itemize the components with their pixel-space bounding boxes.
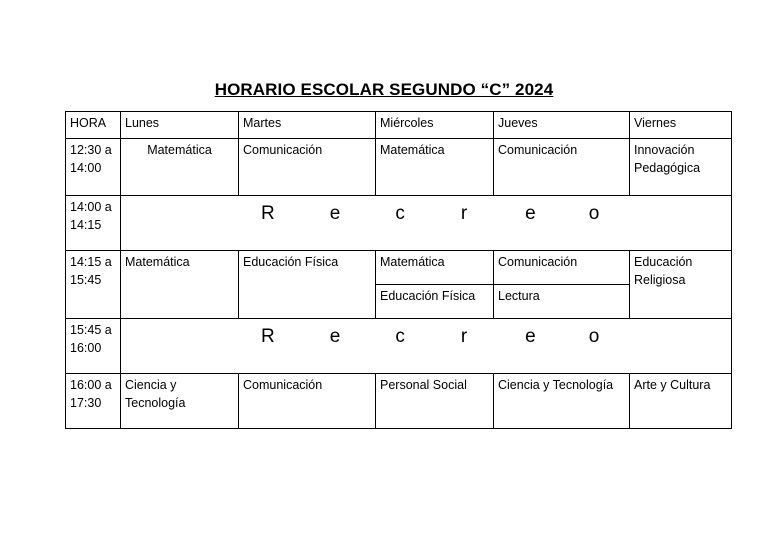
time-start: 15:45 a xyxy=(70,323,112,337)
table-row xyxy=(66,374,732,429)
break-letter: r xyxy=(460,326,468,347)
time-end: 15:45 xyxy=(70,273,102,287)
cell-viernes xyxy=(630,139,732,196)
time-start: 12:30 a xyxy=(70,143,112,157)
cell-line: Ciencia y xyxy=(125,378,177,392)
time-cell xyxy=(66,251,121,319)
table-row xyxy=(66,251,732,285)
cell-line: Innovación xyxy=(634,143,695,157)
time-start: 14:00 a xyxy=(70,200,112,214)
cell-martes: Educación Física xyxy=(239,251,376,319)
break-letter: R xyxy=(261,326,275,347)
time-cell xyxy=(66,319,121,374)
header-viernes: Viernes xyxy=(630,112,732,139)
table-row xyxy=(66,196,732,251)
header-lunes: Lunes xyxy=(121,112,239,139)
time-cell xyxy=(66,374,121,429)
time-cell xyxy=(66,196,121,251)
time-end: 14:15 xyxy=(70,218,102,232)
cell-martes: Comunicación xyxy=(239,139,376,196)
break-letter: e xyxy=(329,326,341,347)
cell-jueves-bottom: Lectura xyxy=(494,285,630,319)
header-jueves: Jueves xyxy=(494,112,630,139)
time-start: 16:00 a xyxy=(70,378,112,392)
cell-viernes xyxy=(630,251,732,319)
break-letter: o xyxy=(588,326,600,347)
break-letter: R xyxy=(261,203,275,224)
cell-line: Religiosa xyxy=(634,273,686,287)
break-letter: r xyxy=(460,203,468,224)
table-row xyxy=(66,139,732,196)
cell-line: Pedagógica xyxy=(634,161,701,175)
break-letter: c xyxy=(395,203,405,224)
time-end: 17:30 xyxy=(70,396,102,410)
time-start: 14:15 a xyxy=(70,255,112,269)
break-letter: c xyxy=(395,326,405,347)
cell-jueves-top: Comunicación xyxy=(494,251,630,285)
cell-miercoles-bottom: Educación Física xyxy=(376,285,494,319)
cell-line: Educación xyxy=(634,255,693,269)
cell-jueves: Comunicación xyxy=(494,139,630,196)
break-letter: e xyxy=(525,326,536,347)
cell-lunes: Matemática xyxy=(121,139,239,196)
break-letter: o xyxy=(588,203,600,224)
schedule-table xyxy=(65,111,732,429)
break-cell xyxy=(121,319,732,374)
cell-martes: Comunicación xyxy=(239,374,376,429)
header-row xyxy=(66,112,732,139)
cell-viernes: Arte y Cultura xyxy=(630,374,732,429)
cell-miercoles-top: Matemática xyxy=(376,251,494,285)
cell-miercoles: Matemática xyxy=(376,139,494,196)
header-hora: HORA xyxy=(66,112,121,139)
break-label xyxy=(125,321,727,348)
page-title: HORARIO ESCOLAR SEGUNDO “C” 2024 xyxy=(214,80,554,99)
cell-miercoles: Personal Social xyxy=(376,374,494,429)
cell-jueves: Ciencia y Tecnología xyxy=(494,374,630,429)
break-letter: e xyxy=(329,203,341,224)
break-cell xyxy=(121,196,732,251)
cell-lunes: Matemática xyxy=(121,251,239,319)
time-end: 14:00 xyxy=(70,161,102,175)
break-letter: e xyxy=(525,203,536,224)
table-row xyxy=(66,319,732,374)
time-cell xyxy=(66,139,121,196)
header-miercoles: Miércoles xyxy=(376,112,494,139)
cell-line: Tecnología xyxy=(125,396,186,410)
header-martes: Martes xyxy=(239,112,376,139)
time-end: 16:00 xyxy=(70,341,102,355)
cell-lunes xyxy=(121,374,239,429)
break-label xyxy=(125,198,727,225)
